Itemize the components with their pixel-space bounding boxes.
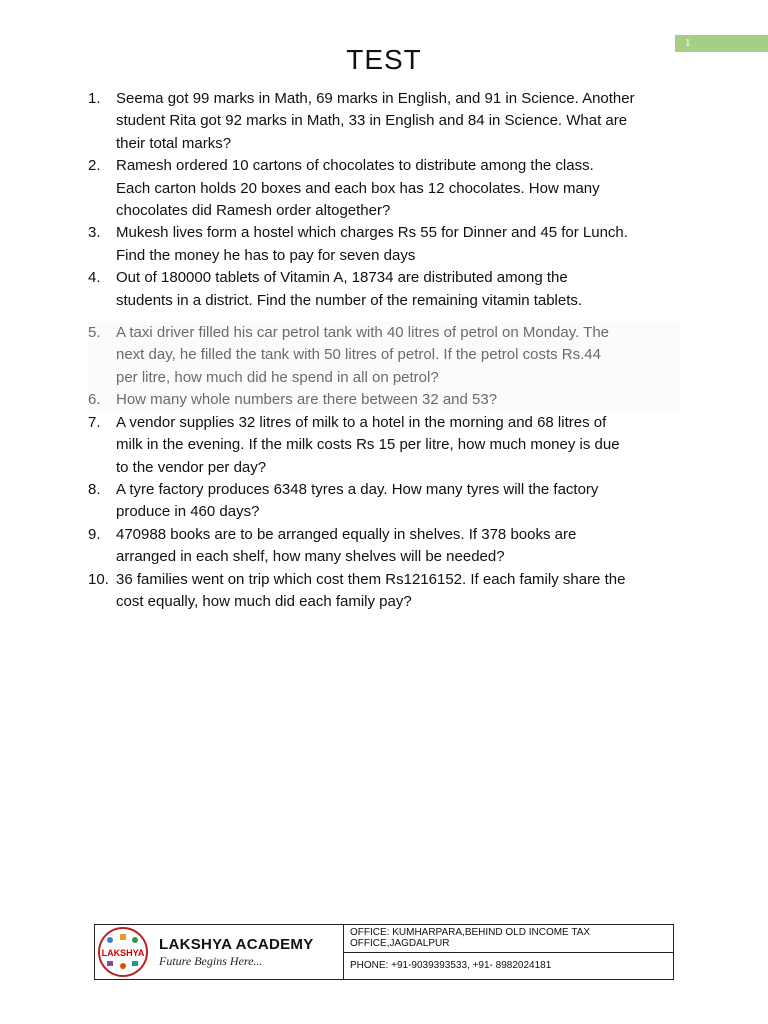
question-line: A vendor supplies 32 litres of milk to a hotel in the morning and 68 litres of	[116, 413, 607, 431]
question-9	[88, 524, 680, 569]
question-7	[88, 412, 680, 479]
question-line: per litre, how much did he spend in all on petrol?	[116, 368, 439, 386]
question-line: milk in the evening. If the milk costs Rs 15 per litre, how much money is due	[116, 436, 620, 454]
brand-block	[159, 936, 314, 969]
question-number: 4.	[88, 269, 101, 287]
question-1	[88, 88, 680, 155]
footer-contact	[344, 925, 673, 979]
footer-brand	[95, 925, 344, 979]
question-line: students in a district. Find the number of the remaining vitamin tablets.	[116, 291, 583, 309]
question-list	[88, 88, 680, 613]
question-number: 1.	[88, 90, 101, 107]
logo-text: LAKSHYA	[101, 948, 145, 958]
question-line: Each carton holds 20 boxes and each box has 12 chocolates. How many	[116, 179, 600, 197]
question-line: 470988 books are to be arranged equally in shelves. If 378 books are	[116, 525, 577, 543]
question-line: Mukesh lives form a hostel which charges Rs 55 for Dinner and 45 for Lunch.	[116, 224, 628, 242]
question-number: 3.	[88, 224, 101, 242]
question-line: A tyre factory produces 6348 tyres a day. How many tyres will the factory	[116, 480, 599, 498]
question-line: next day, he filled the tank with 50 litres of petrol. If the petrol costs Rs.44	[116, 346, 601, 364]
question-line: Find the money he has to pay for seven days	[116, 246, 416, 264]
office-address: OFFICE: KUMHARPARA,BEHIND OLD INCOME TAX OFFICE,JAGDALPUR	[344, 925, 673, 953]
question-number: 8.	[88, 480, 101, 498]
brand-tagline: Future Begins Here...	[159, 953, 263, 968]
question-line: 36 families went on trip which cost them Rs1216152. If each family share the	[116, 570, 626, 588]
question-number: 7.	[88, 413, 101, 431]
faded-question-block	[88, 322, 680, 412]
question-number: 9.	[88, 525, 101, 543]
question-line: their total marks?	[116, 134, 232, 152]
question-5	[88, 322, 680, 389]
page-title: TEST	[346, 44, 422, 75]
question-line: Ramesh ordered 10 cartons of chocolates to distribute among the class.	[116, 157, 594, 175]
question-10	[88, 569, 680, 614]
question-4	[88, 267, 680, 312]
brand-name: LAKSHYA ACADEMY	[159, 935, 314, 953]
footer-banner	[94, 924, 674, 980]
question-number: 2.	[88, 157, 101, 175]
question-line: cost equally, how much did each family pay?	[116, 592, 412, 610]
question-6	[88, 389, 680, 411]
question-2	[88, 155, 680, 222]
question-line: How many whole numbers are there between 32 and 53?	[116, 391, 498, 409]
question-line: Out of 180000 tablets of Vitamin A, 18734 are distributed among the	[116, 269, 568, 287]
question-line: to the vendor per day?	[116, 458, 267, 476]
question-line: student Rita got 92 marks in Math, 33 in English and 84 in Science. What are	[116, 112, 628, 130]
question-line: produce in 460 days?	[116, 503, 260, 521]
question-3	[88, 222, 680, 267]
question-number: 10.	[88, 570, 109, 588]
page-number-badge: 1	[675, 35, 768, 52]
question-line: arranged in each shelf, how many shelves will be needed?	[116, 548, 505, 566]
academy-logo	[95, 925, 151, 979]
question-number: 5.	[88, 324, 101, 342]
question-8	[88, 479, 680, 524]
question-line: chocolates did Ramesh order altogether?	[116, 202, 391, 220]
phone-numbers: PHONE: +91-9039393533, +91- 8982024181	[350, 960, 552, 972]
logo-seal-icon	[98, 927, 148, 977]
question-number: 6.	[88, 391, 101, 409]
question-line: Seema got 99 marks in Math, 69 marks in English, and 91 in Science. Another	[116, 90, 635, 107]
question-line: A taxi driver filled his car petrol tank with 40 litres of petrol on Monday. The	[116, 324, 610, 342]
